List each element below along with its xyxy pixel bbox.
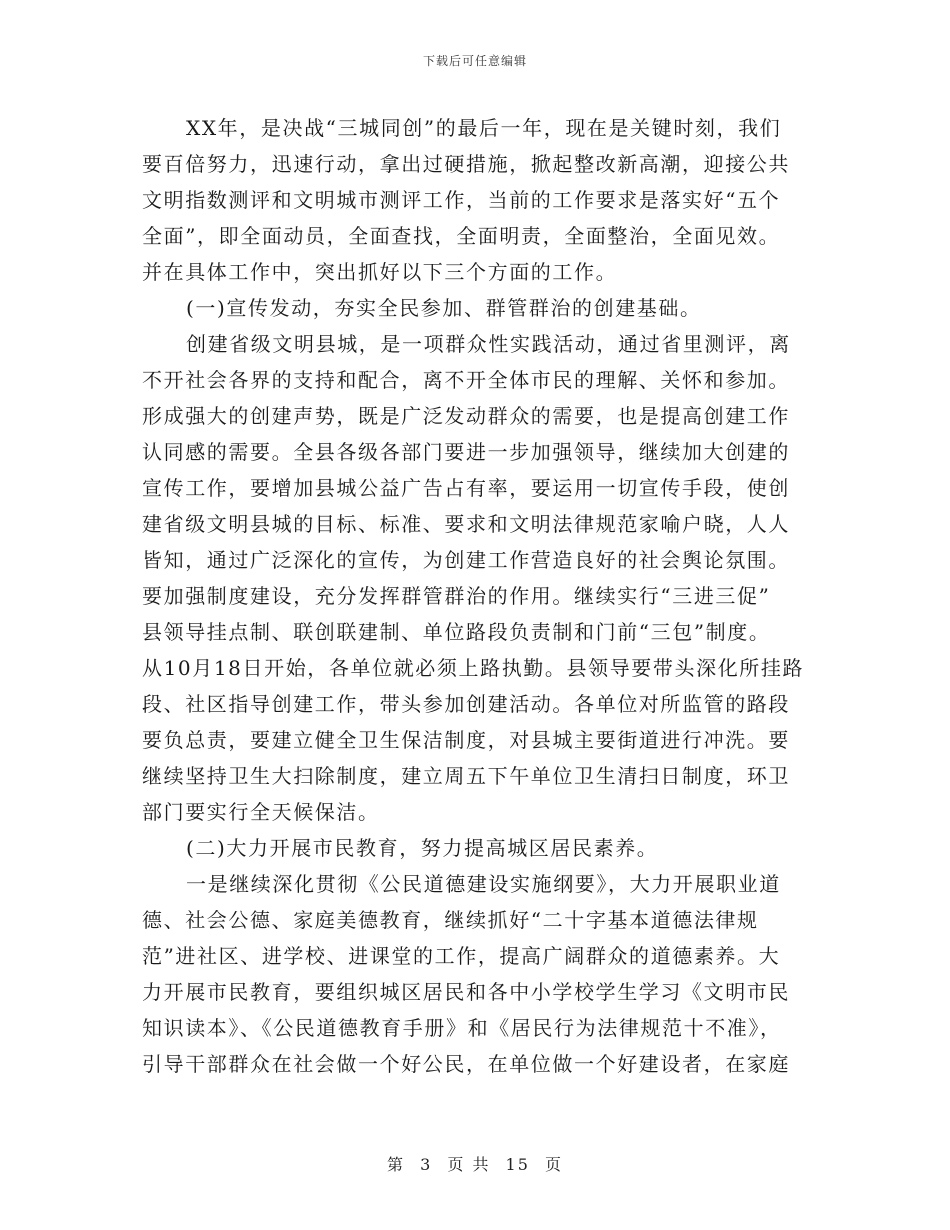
- text-line: 引导干部群众在社会做一个好公民，在单位做一个好建设者，在家庭: [142, 1052, 790, 1076]
- text-line: 并在具体工作中，突出抓好以下三个方面的工作。: [142, 260, 618, 284]
- text-line: 德、社会公德、家庭美德教育，继续抓好“二十字基本道德法律规: [142, 908, 759, 932]
- text-line: XX年，是决战“三城同创”的最后一年，现在是关键时刻，我们: [186, 116, 782, 140]
- text-line: 建省级文明县城的目标、标准、要求和文明法律规范家喻户晓，人人: [142, 512, 790, 536]
- text-line: (一)宣传发动，夯实全民参加、群管群治的创建基础。: [186, 296, 702, 320]
- text-line: 从10月18日开始，各单位就必须上路执勤。县领导要带头深化所挂路: [142, 656, 805, 680]
- current-page-number: 3: [420, 1155, 433, 1174]
- text-line: 全面”，即全面动员，全面查找，全面明责，全面整治，全面见效。: [142, 224, 781, 248]
- text-line: 不开社会各界的支持和配合，离不开全体市民的理解、关怀和参加。: [142, 368, 790, 392]
- text-line: 一是继续深化贯彻《公民道德建设实施纲要》，大力开展职业道: [186, 872, 781, 896]
- text-line: 继续坚持卫生大扫除制度，建立周五下午单位卫生清扫日制度，环卫: [142, 764, 790, 788]
- text-line: 皆知，通过广泛深化的宣传，为创建工作营造良好的社会舆论氛围。: [142, 548, 790, 572]
- text-line: 知识读本》、《公民道德教育手册》和《居民行为法律规范十不准》，: [142, 1016, 782, 1040]
- text-line: 要负总责，要建立健全卫生保洁制度，对县城主要街道进行冲洗。要: [142, 728, 790, 752]
- text-line: 范”进社区、进学校、进课堂的工作，提高广阔群众的道德素养。大: [142, 944, 781, 968]
- text-line: 创建省级文明县城，是一项群众性实践活动，通过省里测评，离: [186, 332, 791, 356]
- total-pages-number: 15: [505, 1155, 530, 1174]
- text-line: 力开展市民教育，要组织城区居民和各中小学校学生学习《文明市民: [142, 980, 790, 1004]
- text-line: 认同感的需要。全县各级各部门要进一步加强领导，继续加大创建的: [142, 440, 790, 464]
- footer-middle: 页 共: [447, 1155, 491, 1174]
- text-line: 县领导挂点制、联创联建制、单位路段负责制和门前“三包”制度。: [142, 620, 771, 644]
- document-body: [142, 110, 810, 1082]
- text-line: 要加强制度建设，充分发挥群管群治的作用。继续实行“三进三促”: [142, 584, 771, 608]
- text-line: 要百倍努力，迅速行动，拿出过硬措施，掀起整改新高潮，迎接公共: [142, 152, 790, 176]
- text-line: 形成强大的创建声势，既是广泛发动群众的需要，也是提高创建工作: [142, 404, 790, 428]
- text-line: 宣传工作，要增加县城公益广告占有率，要运用一切宣传手段，使创: [142, 476, 790, 500]
- text-line: 段、社区指导创建工作，带头参加创建活动。各单位对所监管的路段: [142, 692, 790, 716]
- text-line: 文明指数测评和文明城市测评工作，当前的工作要求是落实好“五个: [142, 188, 781, 212]
- text-line: (二)大力开展市民教育，努力提高城区居民素养。: [186, 836, 659, 860]
- page-footer: [0, 1152, 950, 1175]
- footer-prefix: 第: [386, 1155, 405, 1174]
- page-header: [0, 52, 950, 69]
- footer-suffix: 页: [545, 1155, 564, 1174]
- text-line: 部门要实行全天候保洁。: [142, 800, 380, 824]
- header-text: 下载后可任意编辑: [422, 54, 527, 68]
